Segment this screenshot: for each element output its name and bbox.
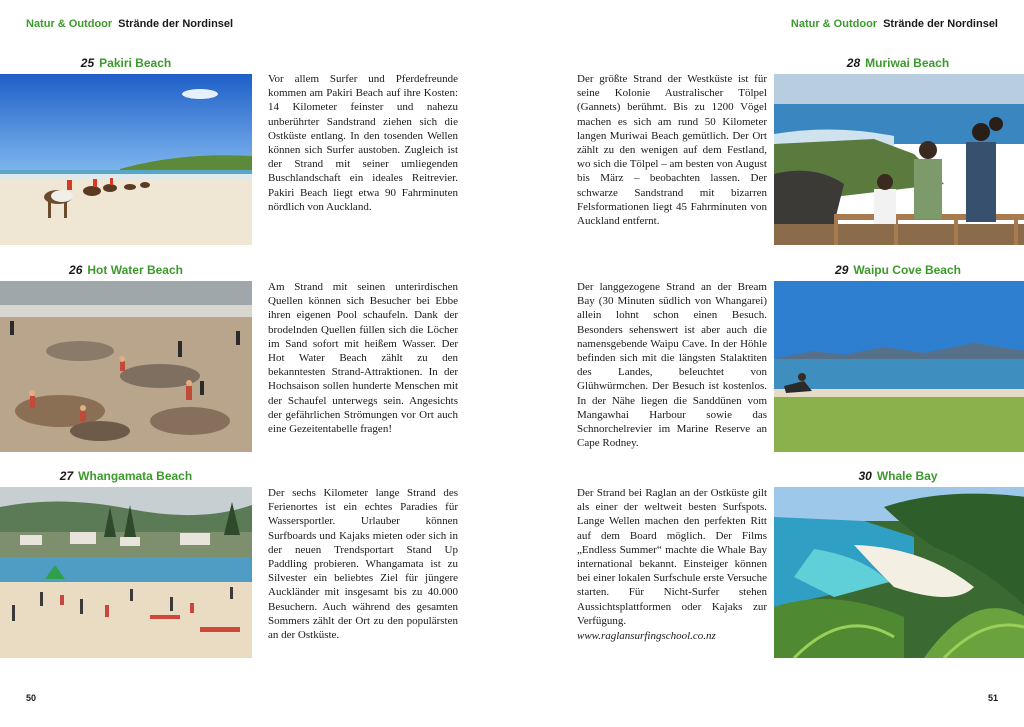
running-header-chapter: Strände der Nordinsel — [883, 18, 998, 30]
photo-whale-bay — [774, 487, 1024, 658]
photo-pakiri-beach — [0, 74, 252, 245]
whale-bay-url-link[interactable]: www.raglansurfingschool.co.nz — [577, 630, 716, 643]
entry-name: Muriwai Beach — [865, 56, 950, 70]
entry-name: Pakiri Beach — [99, 56, 172, 70]
entry-title-pakiri-beach — [0, 56, 252, 70]
entry-title-hot-water-beach — [0, 263, 252, 277]
entry-number: 25 — [80, 56, 95, 70]
entry-text-muriwai-beach: Der größte Strand der Westküste ist für seine Kolonie Australischer Tölpel (Gannets) berühmt. Bis zu 1200 Vögel machen es sich am rund 50 Kilometer langen Muriwai Beach gemütlich. Der Ort zählt zu den wenigen auf dem Festland, wo sich die Tölpel – am besten von August bis März – beobachten lassen. Der schwarze Sandstrand mit bizarren Felsformationen liegt 45 Fahrminuten von Auckland entfernt. — [577, 73, 767, 228]
running-header-left — [26, 18, 233, 30]
photo-waipu-cove-beach — [774, 281, 1024, 452]
entry-title-whangamata-beach — [0, 469, 252, 483]
entry-name: Whale Bay — [876, 469, 938, 483]
entry-name: Hot Water Beach — [87, 263, 183, 277]
entry-name: Waipu Cove Beach — [853, 263, 961, 277]
entry-title-whale-bay — [772, 469, 1024, 483]
running-header-right — [791, 18, 998, 30]
page-number-right: 51 — [987, 693, 998, 703]
page-number-left: 50 — [26, 693, 37, 703]
entry-text-whale-bay — [577, 486, 767, 643]
entry-number: 30 — [858, 469, 872, 483]
running-header-section: Natur & Outdoor — [26, 18, 113, 30]
entry-number: 27 — [59, 469, 74, 483]
entry-number: 28 — [846, 56, 861, 70]
entry-number: 26 — [69, 263, 83, 277]
entry-text-hot-water-beach: Am Strand mit seinen unterirdischen Quellen können sich Besucher bei Ebbe ihren eigenen Pool schaufeln. Dank der brodelnden Quellen füllen sich die Löcher im Sand sofort mit heißem Wasser. Der Hot Water Beach zählt zu den bekanntesten Strand-Attraktionen. In der Hochsaison sollen hunderte Menschen mit der Schaufel unterwegs sein. Angesichts der gefährlichen Strömungen vor Ort auch eine Gezeitentabelle fragen! — [268, 281, 458, 436]
entry-name: Whangamata Beach — [78, 469, 193, 483]
running-header-chapter: Strände der Nordinsel — [118, 18, 234, 30]
entry-number: 29 — [835, 263, 849, 277]
entry-text-whangamata-beach: Der sechs Kilometer lange Strand des Ferienortes ist ein echtes Paradies für Wassersportler. Urlauber können Surfboards und Kajaks mieten oder sich in der neuen Trendsportart Stand Up Paddling probieren. Whangamata ist zu Silvester ein beliebtes Ziel für jüngere Auckländer mit insgesamt bis zu 40.000 Besuchern. Auch während des gesamten Sommers zählt der Ort zu den populärsten an der Ostküste. — [268, 487, 458, 642]
photo-whangamata-beach — [0, 487, 252, 658]
entry-text-whale-bay-body: Der Strand bei Raglan an der Ostküste gilt als einer der weltweit besten Surfspots. Lange Wellen machen den perfekten Ritt auf dem Board möglich. Der Films „Endless Summer“ machte die Whale Bay international bekannt. Einsteiger können bei einer lokalen Surfschule erste Versuche starten. Für Nicht-Surfer stehen Aussichtsplattformen oder Kajaks zur Verfügung. — [577, 487, 767, 627]
photo-muriwai-beach — [774, 74, 1024, 245]
running-header-section: Natur & Outdoor — [790, 18, 878, 30]
entry-text-waipu-cove-beach: Der langgezogene Strand an der Bream Bay (30 Minuten südlich von Whangarei) allein lohnt schon einen Besuch. Besonders sehenswert ist aber auch die namensgebende Waipu Cave. In der Höhle befinden sich mit die längsten Stalaktiten des Landes, beleuchtet von Glühwürmchen. Der Besuch ist kostenlos. In der Nähe liegen die Sanddünen vom Mangawhai Harbour sowie das Schnorchelrevier im Marine Reserve an Cape Rodney. — [577, 281, 767, 450]
photo-hot-water-beach — [0, 281, 252, 452]
entry-text-pakiri-beach: Vor allem Surfer und Pferdefreunde kommen am Pakiri Beach auf ihre Kosten: 14 Kilometer feinster und nahezu unberührter Sandstrand ziehen sich die Ostküste entlang. In den tosenden Wellen können sich Surfer austoben. Zugleich ist der Strand mit seiner umliegenden Buschlandschaft ein ideales Reitrevier. Pakiri Beach liegt etwa 90 Fahrminuten nördlich von Auckland. — [268, 73, 458, 213]
entry-title-waipu-cove-beach — [772, 263, 1024, 277]
entry-title-muriwai-beach — [772, 56, 1024, 70]
